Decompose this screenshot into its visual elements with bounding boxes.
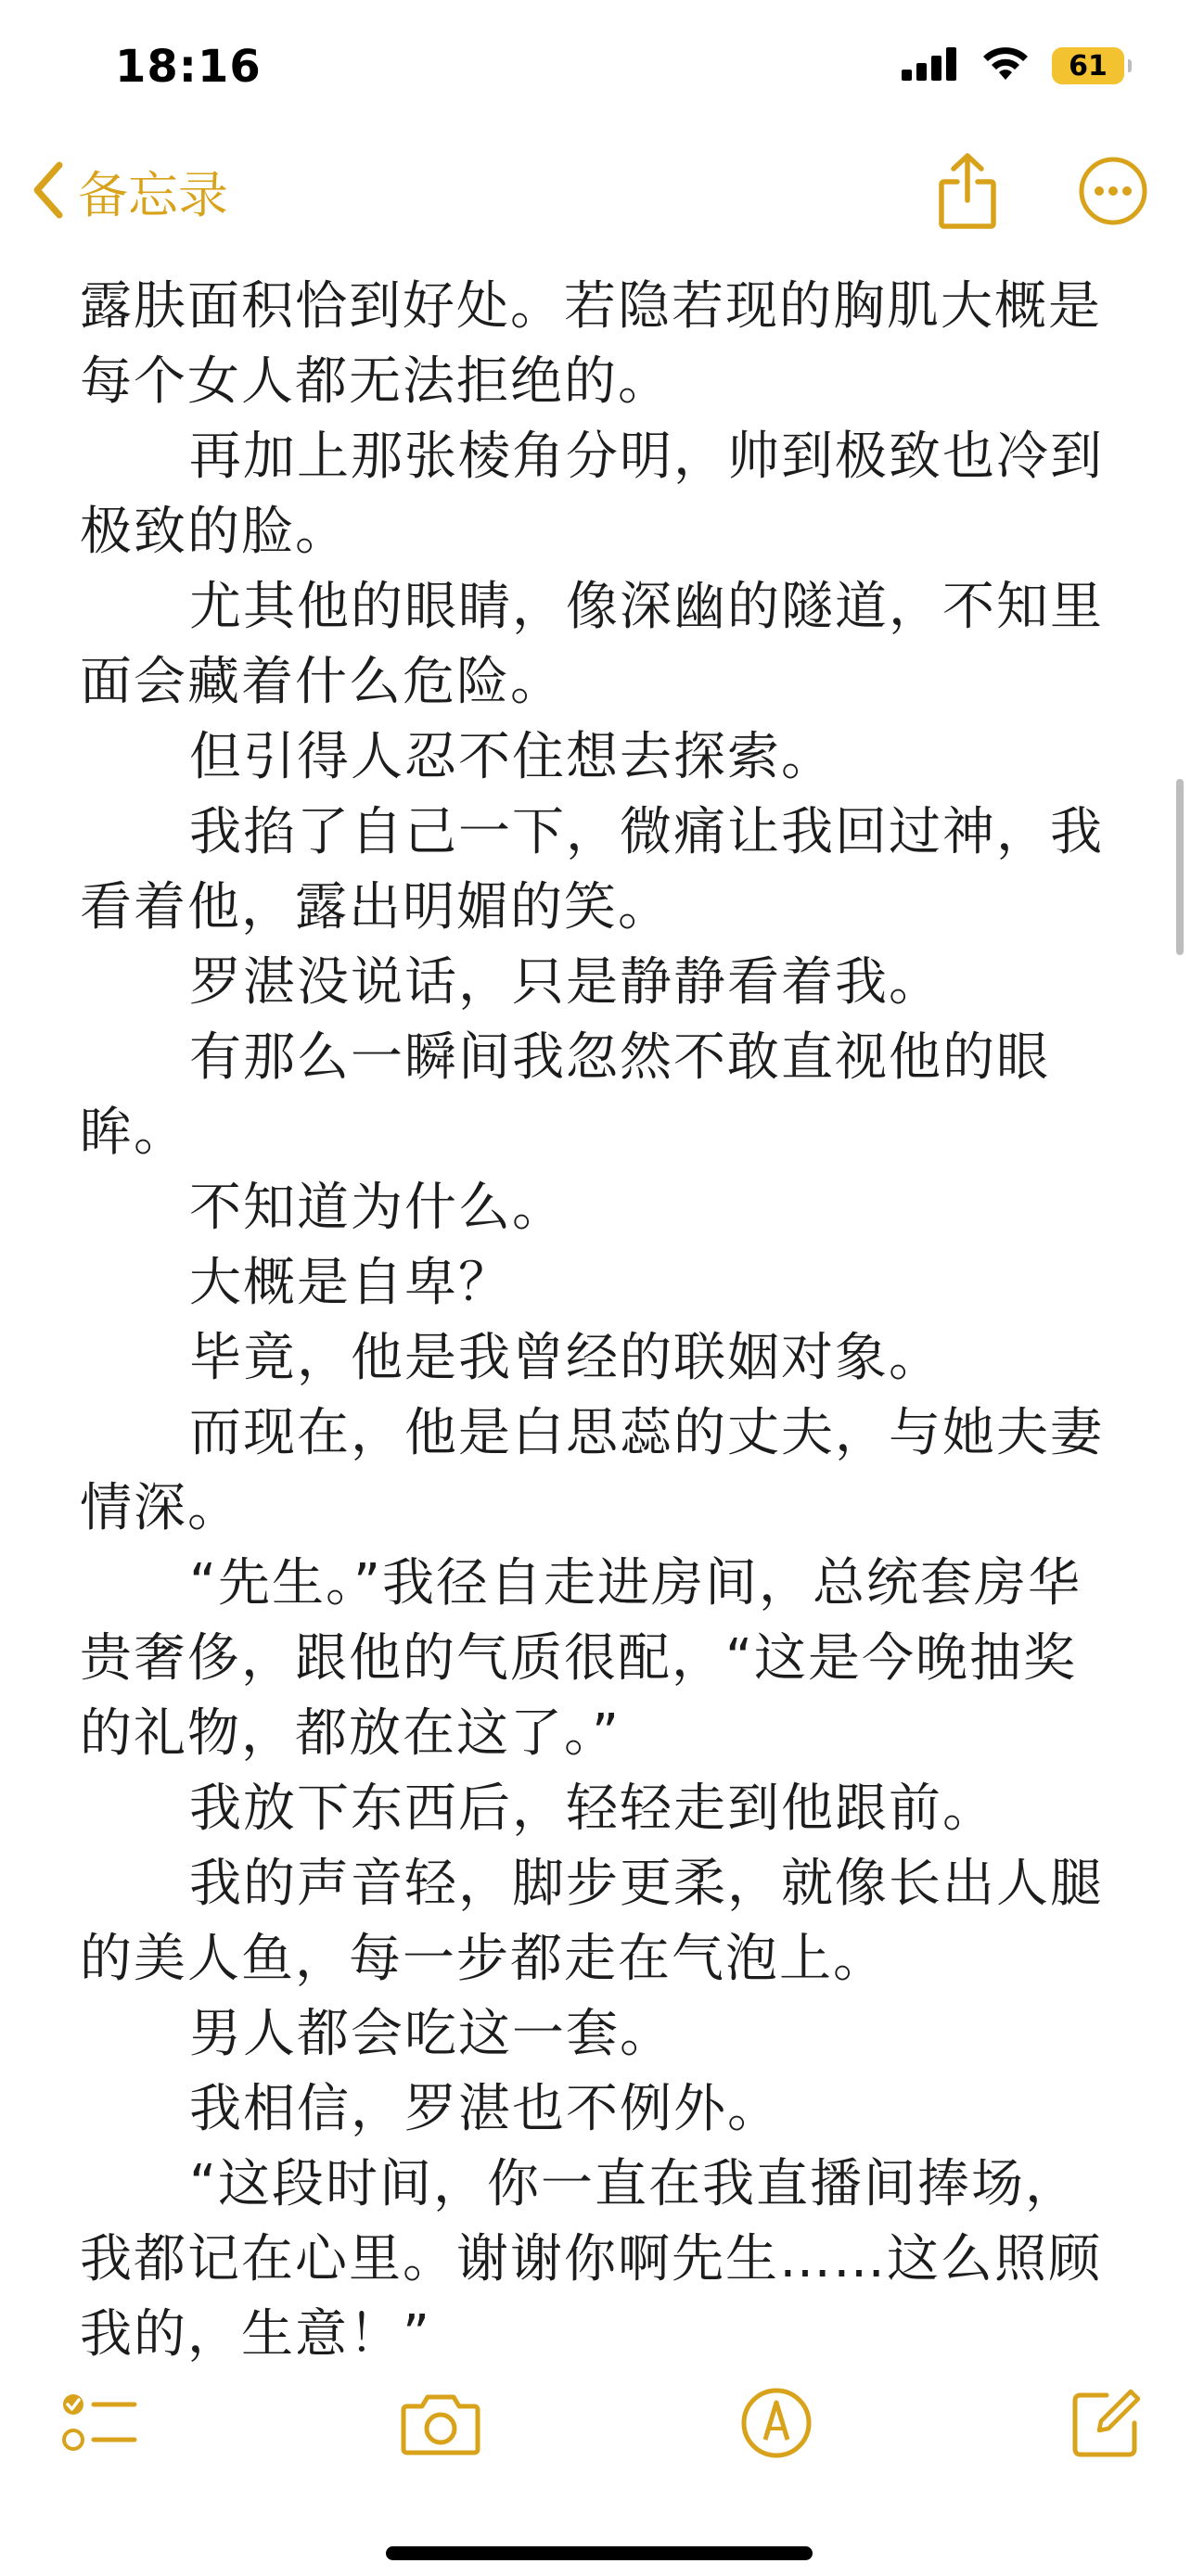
- note-paragraph: 不知道为什么。: [189, 1178, 566, 1238]
- note-paragraph: 大概是自卑？: [189, 1253, 512, 1313]
- note-paragraph: 有那么一瞬间我忽然不敢直视他的眼眸。: [80, 1027, 1050, 1163]
- note-paragraph: 但引得人忍不住想去探索。: [189, 727, 835, 787]
- checklist-button[interactable]: [58, 2383, 141, 2467]
- checklist-icon: [60, 2388, 138, 2462]
- note-paragraph: 我的声音轻，脚步更柔，就像长出人腿的美人鱼，每一步都走在气泡上。: [80, 1854, 1104, 1989]
- note-paragraph: “先生。”我径自走进房间，总统套房华贵奢侈，跟他的气质很配，“这是今晚抽奖的礼物，都放在这了。”: [80, 1553, 1082, 1764]
- markup-icon: [739, 2386, 813, 2464]
- status-time: 18:16: [115, 41, 262, 93]
- camera-button[interactable]: [399, 2383, 482, 2467]
- home-indicator[interactable]: [386, 2546, 813, 2560]
- note-paragraph: 我相信，罗湛也不例外。: [189, 2079, 781, 2139]
- back-label: 备忘录: [78, 166, 228, 224]
- chevron-left-icon: [32, 161, 65, 223]
- compose-icon: [1069, 2386, 1144, 2464]
- note-paragraph: 尤其他的眼睛，像深幽的隧道，不知里面会藏着什么危险。: [80, 577, 1104, 712]
- nav-actions: [937, 152, 1148, 234]
- back-button[interactable]: [32, 156, 228, 227]
- note-paragraph: 我掐了自己一下，微痛让我回过神，我看着他，露出明媚的笑。: [80, 802, 1104, 937]
- markup-button[interactable]: [735, 2383, 818, 2467]
- note-paragraph: 再加上那张棱角分明，帅到极致也冷到极致的脸。: [80, 427, 1104, 562]
- scrollbar[interactable]: [1176, 779, 1184, 955]
- note-paragraph: 男人都会吃这一套。: [189, 2004, 673, 2064]
- share-icon[interactable]: [937, 152, 998, 234]
- camera-icon: [400, 2390, 481, 2460]
- compose-button[interactable]: [1065, 2383, 1148, 2467]
- battery-indicator: 61: [1052, 47, 1124, 84]
- navigation-bar: [0, 139, 1191, 241]
- note-paragraph: 毕竟，他是我曾经的联姻对象。: [189, 1328, 942, 1388]
- note-paragraph: “这段时间，你一直在我直播间捧场，我都记在心里。谢谢你啊先生……这么照顾我的，生意！”: [80, 2154, 1102, 2365]
- note-paragraph: 露肤面积恰到好处。若隐若现的胸肌大概是每个女人都无法拒绝的。: [80, 276, 1102, 412]
- bottom-toolbar: [0, 2383, 1191, 2494]
- note-paragraph: 而现在，他是白思蕊的丈夫，与她夫妻情深。: [80, 1403, 1104, 1538]
- more-icon[interactable]: [1078, 156, 1148, 230]
- note-paragraph: 罗湛没说话，只是静静看着我。: [189, 952, 942, 1013]
- note-body[interactable]: [80, 269, 1119, 2372]
- note-paragraph: 我放下东西后，轻轻走到他跟前。: [189, 1779, 996, 1839]
